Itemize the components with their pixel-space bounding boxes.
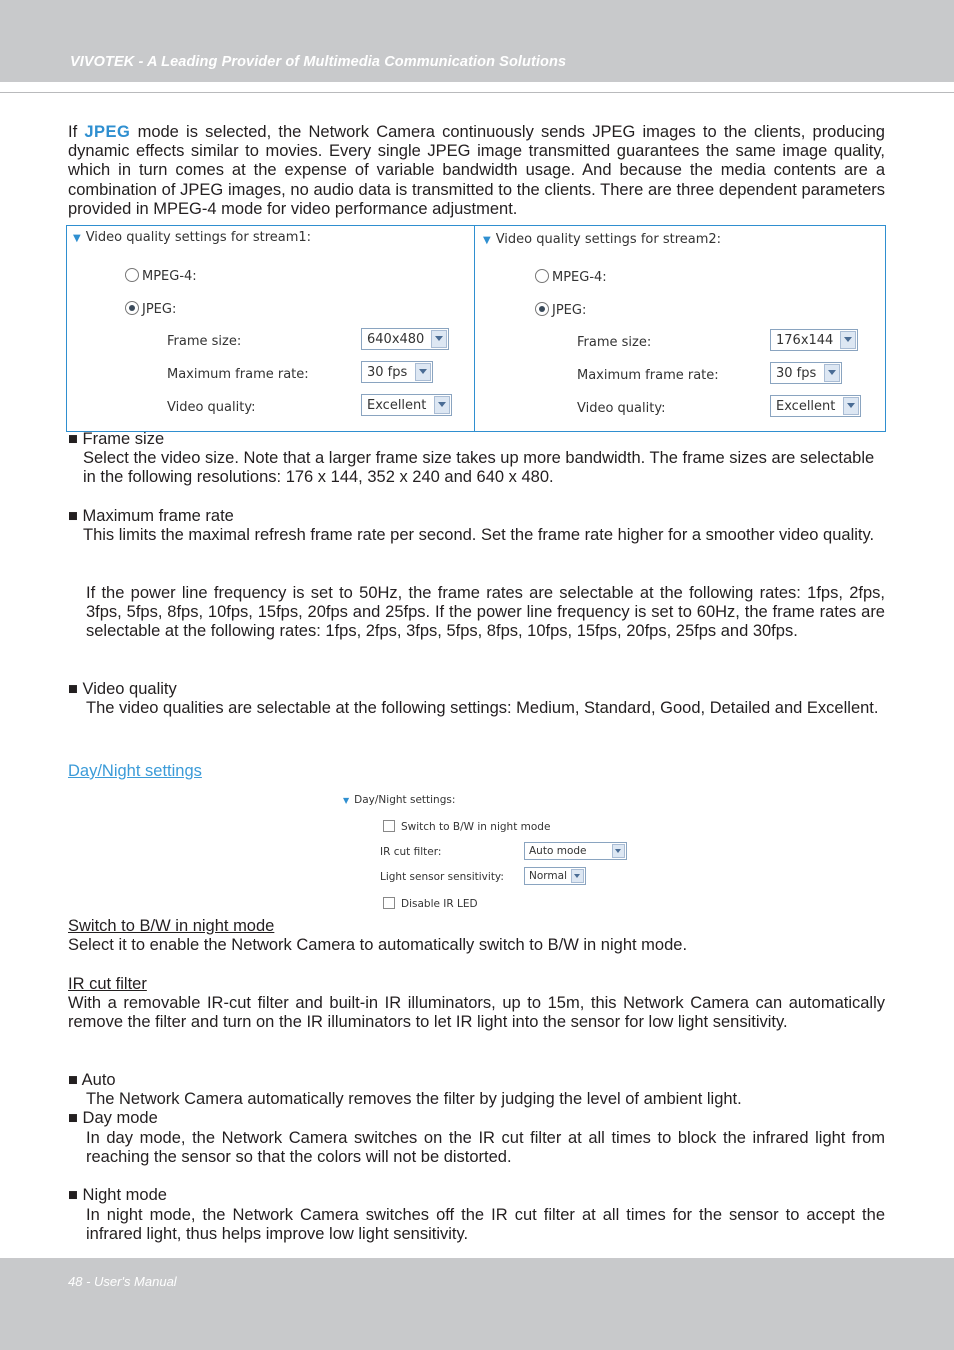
ir-cut-text: With a removable IR-cut filter and built-in IR illuminators, up to 15m, this Network Camera can automatically remove the filter and turn on the IR illuminators to let IR light into the sensor for low light sensitivity.: [68, 994, 885, 1032]
frame-rate-value: 30 fps: [367, 365, 408, 380]
day-night-panel-title: [343, 794, 455, 806]
stream1-frame-size-label: Frame size:: [167, 334, 242, 349]
intro-paragraph: [68, 123, 885, 219]
ir-cut-select[interactable]: [524, 842, 627, 860]
chevron-down-icon[interactable]: ▼: [343, 796, 350, 805]
dropdown-arrow-icon[interactable]: [612, 844, 625, 858]
switch-bw-option[interactable]: [383, 820, 550, 833]
stream1-frame-rate-select[interactable]: [361, 361, 433, 383]
intro-post: mode is selected, the Network Camera continuously sends JPEG images to the clients, producing dynamic effects similar to movies. Every single JPEG image transmitted guarantees the same image quality, which in turn comes at the expense of variable bandwidth usage. And because the media contents are a combination of JPEG images, no audio data is transmitted to the clients. There are three dependent parameters provided in MPEG-4 mode for video performance adjustment.: [68, 123, 885, 218]
ir-cut-label: IR cut filter:: [380, 846, 442, 858]
stream1-quality-select[interactable]: [361, 394, 452, 416]
switch-bw-text: Select it to enable the Network Camera to automatically switch to B/W in night mode.: [68, 936, 688, 954]
jpeg-keyword: JPEG: [84, 123, 131, 141]
stream2-mpeg4-option[interactable]: [535, 269, 607, 285]
video-quality-text: The video qualities are selectable at the following settings: Medium, Standard, Good, Detailed and Excellent.: [86, 699, 879, 717]
night-mode-text: In night mode, the Network Camera switches off the IR cut filter at all times for the sensor to accept the infrared light, thus helps improve low light sensitivity.: [86, 1206, 885, 1244]
mpeg4-label: MPEG-4:: [142, 269, 197, 284]
day-mode-heading: ■ Day mode: [68, 1109, 158, 1127]
power-line-text: If the power line frequency is set to 50Hz, the frame rates are selectable at the following rates: 1fps, 2fps, 3fps, 5fps, 8fps, 10fps, 15fps, 20fps and 25fps. If the power line frequency is set to 60Hz, the frame rates are selectable at the following rates: 1fps, 2fps, 3fps, 5fps, 8fps, 10fps, 15fps, 20fps, 25fps and 30fps.: [86, 584, 885, 641]
max-frame-rate-text: This limits the maximal refresh frame rate per second. Set the frame rate higher for a smoother video quality.: [83, 526, 875, 544]
page-footer: [0, 1258, 954, 1350]
video-quality-heading: ■ Video quality: [68, 680, 177, 698]
chevron-down-icon[interactable]: ▼: [483, 235, 491, 246]
stream1-frame-rate-label: Maximum frame rate:: [167, 367, 309, 382]
sensitivity-value: Normal: [529, 870, 567, 882]
stream1-mpeg4-option[interactable]: [125, 268, 197, 284]
switch-bw-label: Switch to B/W in night mode: [401, 821, 551, 833]
stream2-frame-rate-label: Maximum frame rate:: [577, 368, 719, 383]
stream1-jpeg-option[interactable]: [125, 301, 176, 317]
header-divider: [0, 92, 954, 93]
mpeg4-radio[interactable]: [125, 268, 139, 282]
stream1-title-text: Video quality settings for stream1:: [85, 230, 312, 245]
frame-size-heading: ■ Frame size: [68, 430, 165, 448]
frame-size-value: 640x480: [367, 332, 425, 347]
mpeg4-label: MPEG-4:: [552, 270, 607, 285]
sensitivity-select[interactable]: [524, 867, 586, 885]
stream2-frame-size-select[interactable]: [770, 329, 858, 351]
dropdown-arrow-icon[interactable]: [415, 363, 431, 381]
dropdown-arrow-icon[interactable]: [431, 330, 447, 348]
switch-bw-checkbox[interactable]: [383, 820, 395, 832]
quality-value: Excellent: [367, 398, 427, 413]
stream1-title: [73, 230, 311, 245]
disable-ir-label: Disable IR LED: [401, 898, 478, 910]
day-night-panel-title-text: Day/Night settings:: [354, 794, 456, 806]
jpeg-label: JPEG:: [142, 302, 177, 317]
ir-cut-value: Auto mode: [529, 845, 587, 857]
dropdown-arrow-icon[interactable]: [434, 396, 450, 414]
stream2-jpeg-option[interactable]: [535, 302, 586, 318]
header-title: VIVOTEK - A Leading Provider of Multimedia Communication Solutions: [70, 54, 567, 70]
frame-size-text: Select the video size. Note that a larger frame size takes up more bandwidth. The frame sizes are selectable in the following resolutions: 176 x 144, 352 x 240 and 640 x 480.: [83, 449, 875, 487]
quality-value: Excellent: [776, 399, 836, 414]
stream2-quality-label: Video quality:: [577, 401, 666, 416]
jpeg-radio[interactable]: [535, 302, 549, 316]
frame-size-value: 176x144: [776, 333, 834, 348]
sensitivity-label: Light sensor sensitivity:: [380, 871, 504, 883]
dropdown-arrow-icon[interactable]: [824, 364, 840, 382]
mpeg4-radio[interactable]: [535, 269, 549, 283]
day-night-section-title[interactable]: Day/Night settings: [68, 762, 202, 780]
jpeg-radio[interactable]: [125, 301, 139, 315]
disable-ir-option[interactable]: [383, 897, 478, 910]
chevron-down-icon[interactable]: ▼: [73, 233, 81, 244]
dropdown-arrow-icon[interactable]: [843, 397, 859, 415]
stream1-frame-size-select[interactable]: [361, 328, 449, 350]
page-number: 48 - User's Manual: [68, 1274, 177, 1289]
auto-heading: ■ Auto: [68, 1071, 116, 1089]
night-mode-heading: ■ Night mode: [68, 1186, 167, 1204]
auto-text: The Network Camera automatically removes the filter by judging the level of ambient light.: [86, 1090, 742, 1108]
ir-cut-heading: IR cut filter: [68, 975, 147, 993]
disable-ir-checkbox[interactable]: [383, 897, 395, 909]
page-header: [0, 0, 954, 82]
stream2-settings-panel: [474, 225, 886, 432]
max-frame-rate-heading: ■ Maximum frame rate: [68, 507, 234, 525]
frame-rate-value: 30 fps: [776, 366, 817, 381]
stream2-quality-select[interactable]: [770, 395, 861, 417]
stream2-frame-rate-select[interactable]: [770, 362, 842, 384]
stream2-title-text: Video quality settings for stream2:: [495, 232, 722, 247]
jpeg-label: JPEG:: [552, 303, 587, 318]
dropdown-arrow-icon[interactable]: [571, 869, 584, 883]
intro-pre: If: [68, 123, 85, 141]
switch-bw-heading: Switch to B/W in night mode: [68, 917, 275, 935]
dropdown-arrow-icon[interactable]: [840, 331, 856, 349]
stream1-settings-panel: [66, 225, 476, 432]
stream2-title: [483, 232, 721, 247]
day-mode-text: In day mode, the Network Camera switches on the IR cut filter at all times to block the infrared light from reaching the sensor so that the colors will not be distorted.: [86, 1129, 885, 1167]
stream2-frame-size-label: Frame size:: [577, 335, 652, 350]
stream1-quality-label: Video quality:: [167, 400, 256, 415]
